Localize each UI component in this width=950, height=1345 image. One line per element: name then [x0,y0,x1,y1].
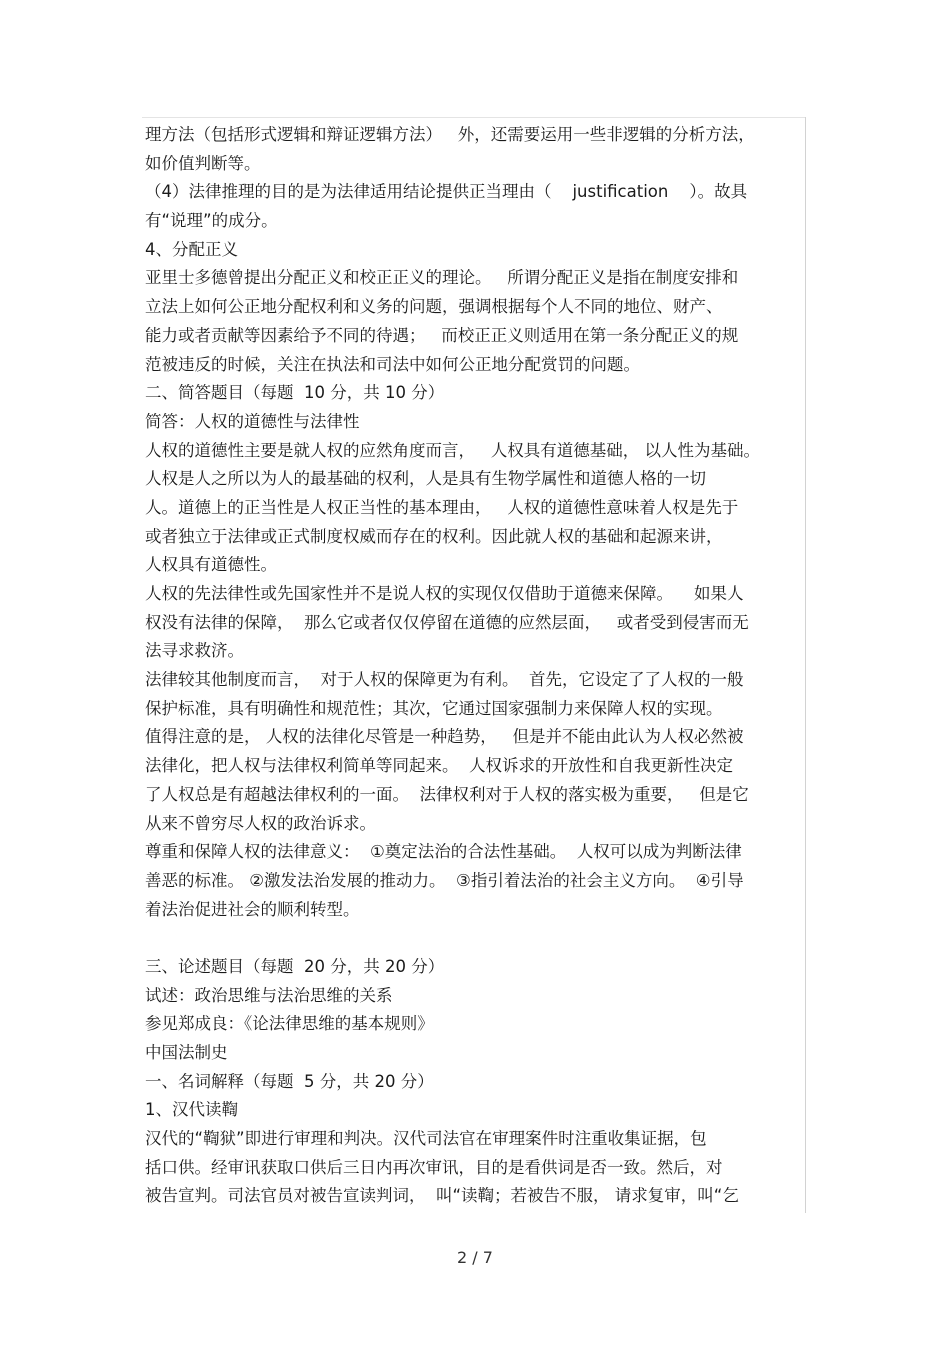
text-line: 亚里士多德曾提出分配正义和校正正义的理论。 所谓分配正义是指在制度安排和 [145,268,739,288]
text-line: 有“说理”的成分。 [145,211,278,231]
text-line: 着法治促进社会的顺利转型。 [145,899,360,919]
section-heading: 二、简答题目（每题 10 分，共 10 分） [145,383,445,403]
text-line: 如价值判断等。 [145,153,261,173]
text-line: 参见郑成良：《论法律思维的基本规则》 [145,1014,434,1034]
text-line: 法律化，把人权与法律权利简单等同起来。 人权诉求的开放性和自我更新性决定 [145,756,733,776]
text-line: 法寻求救济。 [145,641,244,661]
text-line: 尊重和保障人权的法律意义： ①奠定法治的合法性基础。 人权可以成为判断法律 [145,842,742,862]
question-title: 1、汉代读鞫 [145,1100,238,1120]
text-line: 人权是人之所以为人的最基础的权利，人是具有生物学属性和道德人格的一切 [145,469,706,489]
text-line: 立法上如何公正地分配权利和义务的问题，强调根据每个人不同的地位、财产、 [145,297,723,317]
text-line: 或者独立于法律或正式制度权威而存在的权利。因此就人权的基础和起源来讲， [145,526,723,546]
text-line: 从来不曾穷尽人权的政治诉求。 [145,813,376,833]
text-line: 范被违反的时候，关注在执法和司法中如何公正地分配赏罚的问题。 [145,354,640,374]
section-heading: 一、名词解释（每题 5 分，共 20 分） [145,1071,434,1091]
text-line: （4）法律推理的目的是为法律适用结论提供正当理由（ justification ）。故具 [145,182,748,202]
document-body [145,121,807,1211]
blank-line [145,924,807,953]
text-line: 人权的道德性主要是就人权的应然角度而言， 人权具有道德基础， 以人性为基础。 [145,440,760,460]
text-line: 人权的先法律性或先国家性并不是说人权的实现仅仅借助于道德来保障。 如果人 [145,584,744,603]
text-line: 值得注意的是， 人权的法律化尽管是一种趋势， 但是并不能由此认为人权必然被 [145,727,744,747]
text-line: 人。道德上的正当性是人权正当性的基本理由， 人权的道德性意味着人权是先于 [145,497,739,517]
text-line: 汉代的“鞫狱”即进行审理和判决。汉代司法官在审理案件时注重收集证据，包 [145,1129,707,1149]
text-line: 能力或者贡献等因素给予不同的待遇； 而校正正义则适用在第一条分配正义的规 [145,325,739,345]
page-frame-top-border [142,117,806,118]
text-line: 了人权总是有超越法律权利的一面。 法律权利对于人权的落实极为重要， 但是它 [145,784,749,804]
subject-heading: 中国法制史 [145,1043,228,1062]
text-line: 人权具有道德性。 [145,555,277,575]
section-heading: 三、论述题目（每题 20 分，共 20 分） [145,956,445,976]
question-title: 试述：政治思维与法治思维的关系 [145,985,393,1005]
text-line: 善恶的标准。 ②激发法治发展的推动力。 ③指引着法治的社会主义方向。 ④引导 [145,870,744,890]
section-heading: 4、分配正义 [145,239,238,259]
text-line: 保护标准，具有明确性和规范性；其次，它通过国家强制力来保障人权的实现。 [145,698,723,718]
text-line: 权没有法律的保障， 那么它或者仅仅停留在道德的应然层面， 或者受到侵害而无 [145,612,749,632]
question-title: 简答：人权的道德性与法律性 [145,411,360,431]
text-line: 被告宣判。司法官员对被告宣读判词， 叫“读鞫；若被告不服， 请求复审，叫“乞 [145,1186,739,1206]
page-number: 2 / 7 [457,1248,493,1267]
text-line: 法律较其他制度而言， 对于人权的保障更为有利。 首先，它设定了了人权的一般 [145,670,744,690]
text-line: 理方法（包括形式逻辑和辩证逻辑方法） 外，还需要运用一些非逻辑的分析方法， [145,125,755,144]
text-line: 括口供。经审讯获取口供后三日内再次审讯，目的是看供词是否一致。然后，对 [145,1157,723,1177]
